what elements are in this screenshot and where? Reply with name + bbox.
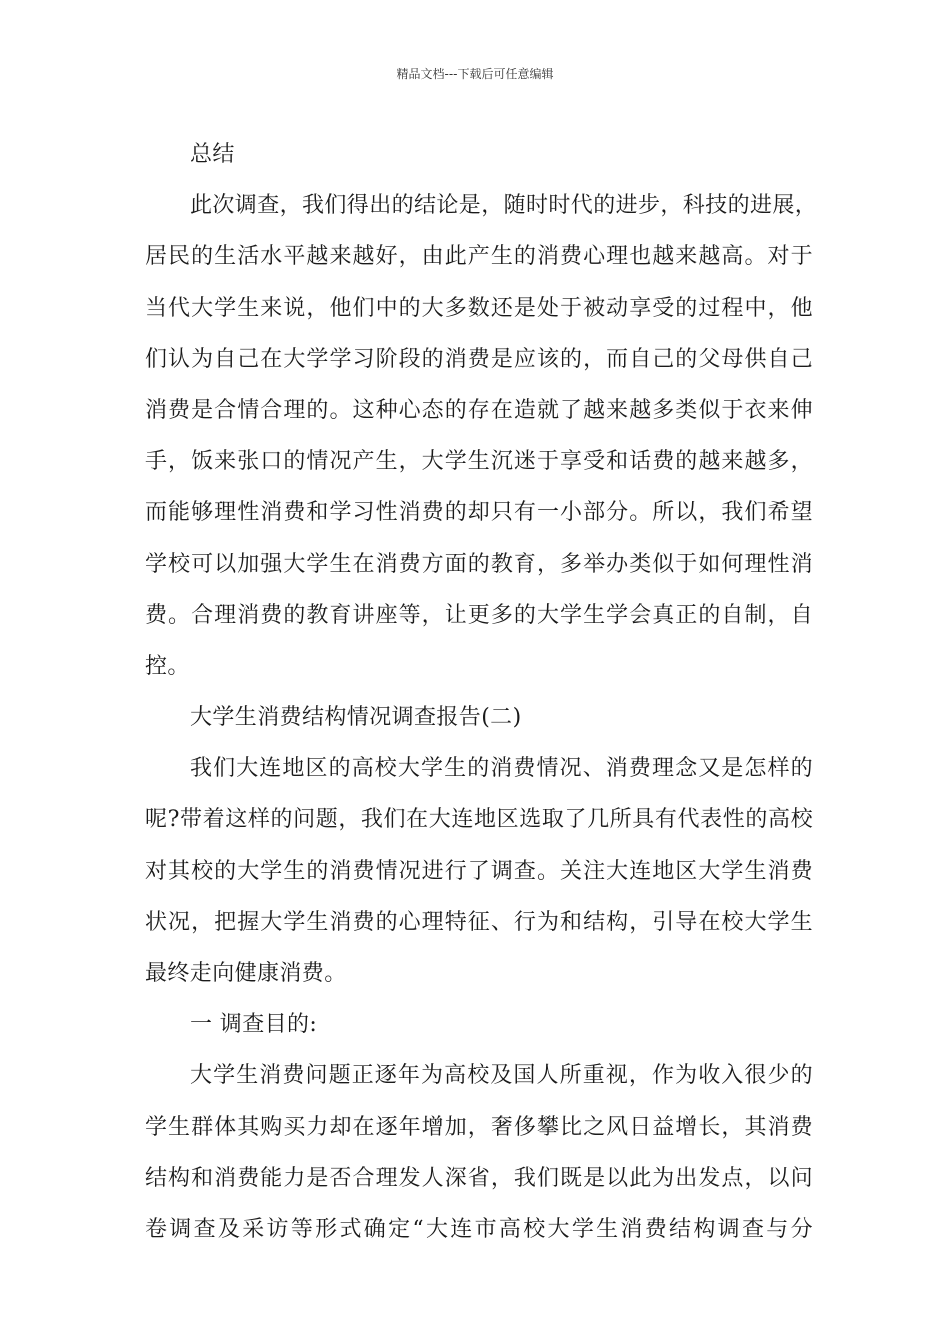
paragraph-line: 手，饭来张口的情况产生，大学生沉迷于享受和话费的越来越多， bbox=[145, 449, 813, 475]
paragraph-line: 大学生消费问题正逐年为高校及国人所重视，作为收入很少的 bbox=[190, 1063, 813, 1089]
paragraph-line: 而能够理性消费和学习性消费的却只有一小部分。所以，我们希望 bbox=[145, 500, 813, 526]
paragraph-line: 居民的生活水平越来越好，由此产生的消费心理也越来越高。对于 bbox=[145, 244, 813, 270]
paragraph-line: 结构和消费能力是否合理发人深省，我们既是以此为出发点，以问 bbox=[145, 1165, 813, 1191]
section-heading-purpose: 一 调查目的: bbox=[190, 1012, 318, 1038]
paragraph-line: 此次调查，我们得出的结论是，随时时代的进步，科技的进展， bbox=[190, 193, 818, 219]
report-title: 大学生消费结构情况调查报告(二) bbox=[190, 705, 522, 731]
paragraph-line: 卷调查及采访等形式确定“大连市高校大学生消费结构调查与分 bbox=[145, 1216, 813, 1242]
paragraph-line: 对其校的大学生的消费情况进行了调查。关注大连地区大学生消费 bbox=[145, 858, 813, 884]
paragraph-line: 消费是合情合理的。这种心态的存在造就了越来越多类似于衣来伸 bbox=[145, 397, 813, 423]
paragraph-line: 费。合理消费的教育讲座等，让更多的大学生学会真正的自制，自 bbox=[145, 602, 813, 628]
document-body bbox=[145, 129, 818, 1255]
paragraph-line: 学生群体其购买力却在逐年增加，奢侈攀比之风日益增长，其消费 bbox=[145, 1114, 813, 1140]
page-header: 精品文档---下载后可任意编辑 bbox=[396, 67, 554, 81]
paragraph-line: 控。 bbox=[145, 653, 190, 679]
section-heading-summary: 总结 bbox=[190, 142, 235, 167]
paragraph-line: 学校可以加强大学生在消费方面的教育，多举办类似于如何理性消 bbox=[145, 551, 813, 577]
paragraph-line: 们认为自己在大学学习阶段的消费是应该的，而自己的父母供自己 bbox=[145, 346, 813, 372]
paragraph-line: 最终走向健康消费。 bbox=[145, 961, 347, 986]
paragraph-line: 呢?带着这样的问题，我们在大连地区选取了几所具有代表性的高校 bbox=[145, 807, 813, 833]
paragraph-line: 我们大连地区的高校大学生的消费情况、消费理念又是怎样的 bbox=[190, 756, 813, 782]
paragraph-line: 状况，把握大学生消费的心理特征、行为和结构，引导在校大学生 bbox=[145, 909, 813, 935]
paragraph-line: 当代大学生来说，他们中的大多数还是处于被动享受的过程中，他 bbox=[145, 295, 813, 321]
